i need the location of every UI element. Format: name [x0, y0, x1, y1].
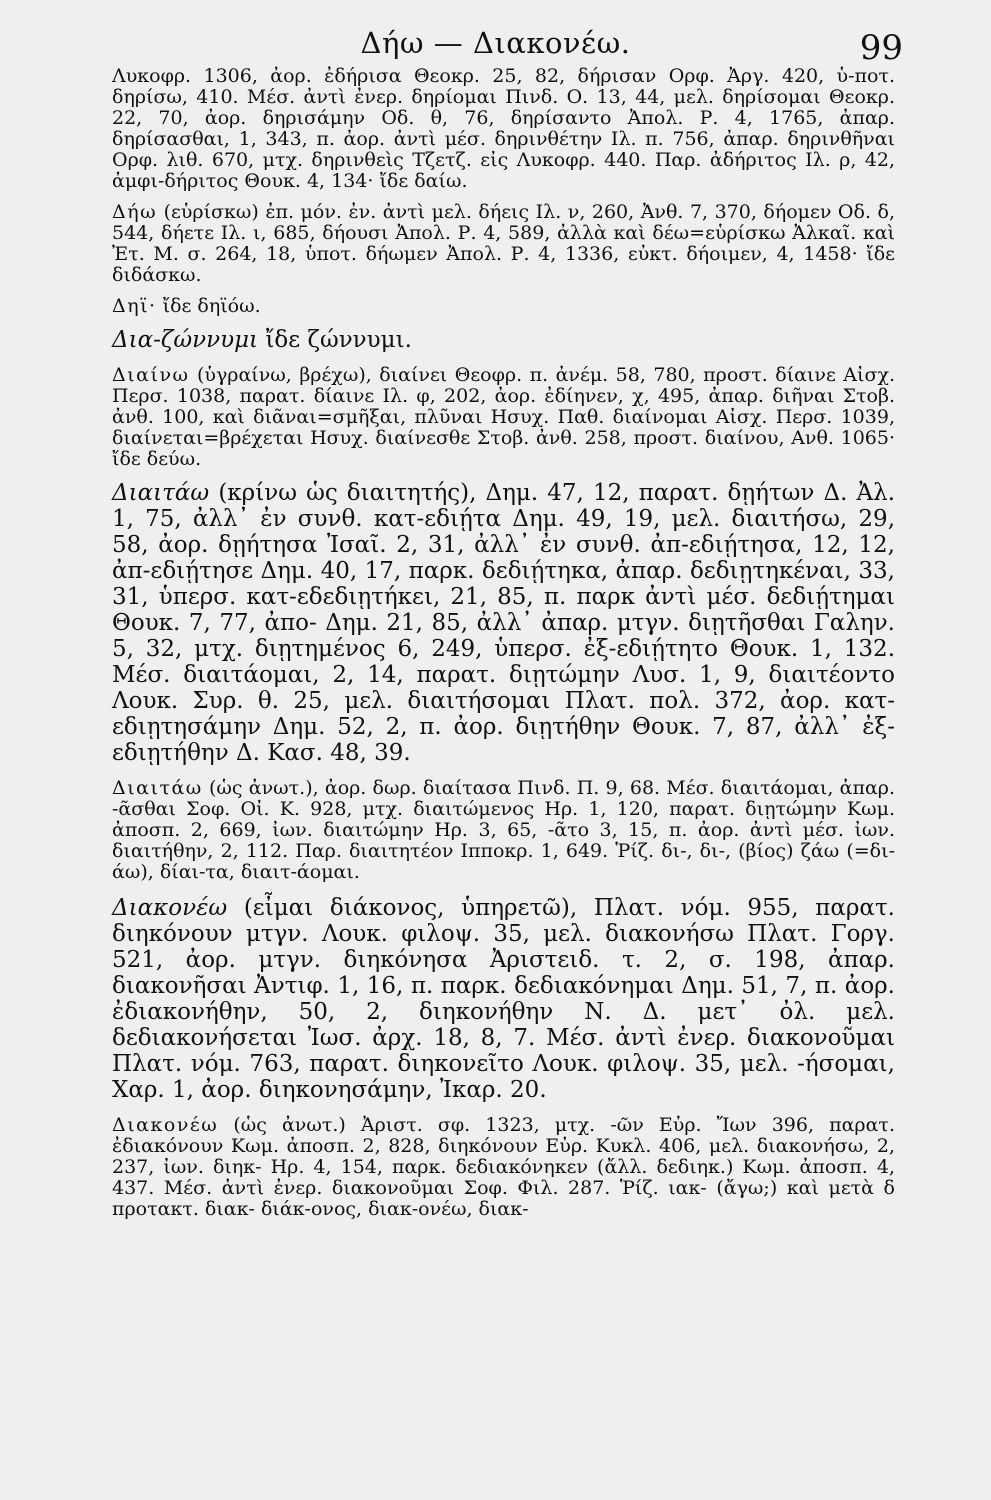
entry-text: (κρίνω ὡς διαιτητής), Δημ. 47, 12, παρατ. δῃήτων Δ. Ἀλ. 1, 75, ἀλλ᾽ ἐν συνθ. κατ-εδιῄτα Δημ. 49, 19, μελ. διαιτήσω, 29, 58, ἀορ. δῃήτησα Ἰσαῖ. 2, 31, ἀλλ᾽ ἐν συνθ. ἀπ-εδιῄτησα, 12, 12, ἀπ-εδιῄτησε Δημ. 40, 17, παρκ. δεδιῄτηκα, ἀπαρ. δεδιῃτηκέναι, 33, 31, ὑπερσ. κατ-εδεδιῃτήκει, 21, 85, π. παρκ ἀντὶ μέσ. δεδιῄτημαι Θουκ. 7, 77, ἀπο- Δημ. 21, 85, ἀλλ᾽ ἀπαρ. μτγν. διῃτῆσθαι Γαλην. 5, 32, μτχ. διῃτημένος 6, 249, ὑπερσ. ἐξ-εδιῄτητο Θουκ. 1, 132. Μέσ. διαιτάομαι, 2, 14, παρατ. διῃτώμην Λυσ. 1, 9, διαιτέοντο Λουκ. Συρ. θ. 25, μελ. διαιτήσομαι Πλατ. πολ. 372, ἀορ. κατ-εδιῃτησάμην Δημ. 52, 2, π. ἀορ. διῃτήθην Θουκ. 7, 87, ἀλλ᾽ ἐξ-εδιῃτήθην Δ. Κασ. 48, 39. [112, 480, 896, 766]
entry-headword: Διαιτάω [112, 480, 210, 506]
page-body [112, 66, 895, 1230]
entry-text: (ὡς ἀνωτ.) Ἀριστ. σφ. 1323, μτχ. -ῶν Εὐρ. Ἴων 396, παρατ. ἐδιακόνουν Κωμ. ἀποσπ. 2, 828, διηκόνουν Εὐρ. Κυκλ. 406, μελ. διακονήσω, 2, 237, ἰων. διηκ- Ηρ. 4, 154, παρκ. δεδιακόνηκεν (ἄλλ. δεδιηκ.) Κωμ. ἀποσπ. 4, 437. Μέσ. ἀντὶ ἐνερ. διακονοῦμαι Σοφ. Φιλ. 287. Ῥίζ. ιακ- (ἄγω;) καὶ μετὰ δ προτακτ. διακ- διάκ-ονος, διακ-ονέω, διακ- [112, 1114, 895, 1220]
entry-diakoneo-dialect [112, 1115, 895, 1220]
entry-headword: Δήω [112, 201, 158, 223]
entry-text: Λυκοφρ. 1306, ἀορ. ἐδήρισα Θεοκρ. 25, 82, δήρισαν Ορφ. Ἀργ. 420, ὑ-ποτ. δηρίσω, 410. Μέσ. ἀντὶ ἐνερ. δηρίομαι Πινδ. Ο. 13, 44, μελ. δηρίσομαι Θεοκρ. 22, 70, ἀορ. δηρισάμην Οδ. θ, 76, δηρίσαντο Ἀπολ. Ρ. 4, 1765, ἀπαρ. δηρίσασθαι, 1, 343, π. ἀορ. ἀντὶ μέσ. δηρινθέτην Ιλ. π. 756, ἀπαρ. δηρινθῆναι Ορφ. λιθ. 670, μτχ. δηρινθεὶς Τζετζ. εἰς Λυκοφρ. 440. Παρ. ἀδήριτος Ιλ. ρ, 42, ἀμφι-δήριτος Θουκ. 4, 134· ἴδε δαίω. [112, 65, 895, 192]
entry-text: ἴδε δηϊόω. [162, 295, 261, 317]
page-number: 99 [859, 28, 903, 68]
entry-headword: Διακονέω [112, 895, 228, 921]
page-header [0, 18, 991, 68]
entry-headword: Δια-ζώννυμι [112, 327, 259, 353]
entry-headword: Διαιτάω [112, 777, 203, 799]
entry-dēō [112, 202, 895, 286]
entry-headword: Διαίνω [112, 364, 190, 386]
entry-dēi [112, 296, 895, 317]
entry-headword: Δηϊ· [112, 295, 157, 317]
entry-text: (εὑρίσκω) ἐπ. μόν. ἐν. ἀντὶ μελ. δήεις Ιλ. ν, 260, Ἀνθ. 7, 370, δήομεν Οδ. δ, 544, δήετε Ιλ. ι, 685, δήουσι Ἀπολ. Ρ. 4, 589, ἀλλὰ καὶ δέω=εὑρίσκω Ἀλκαῖ. καὶ Ἐτ. Μ. σ. 264, 18, ὑποτ. δήωμεν Ἀπολ. Ρ. 4, 1336, εὐκτ. δήοιμεν, 4, 1458· ἴδε διδάσκω. [112, 201, 895, 286]
entry-text: (ὡς ἀνωτ.), ἀορ. δωρ. διαίτασα Πινδ. Π. 9, 68. Μέσ. διαιτάομαι, ἀπαρ. -ᾶσθαι Σοφ. Οἰ. Κ. 928, μτχ. διαιτώμενος Ηρ. 1, 120, παρατ. διῃτώμην Κωμ. ἀποσπ. 2, 669, ἰων. διαιτώμην Ηρ. 3, 65, -ᾶτο 3, 15, π. ἀορ. ἀντὶ μέσ. ἰων. διαιτήθην, 2, 112. Παρ. διαιτητέον Ιπποκρ. 1, 649. Ῥίζ. δι-, δι-, (βίος) ζάω (=δι-άω), δίαι-τα, διαιτ-άομαι. [112, 777, 895, 883]
entry-text: (ὑγραίνω, βρέχω), διαίνει Θεοφρ. π. ἀνέμ. 58, 780, προστ. δίαινε Αἰσχ. Περσ. 1038, παρατ. δίαινε Ιλ. φ, 202, ἀορ. ἐδίηνεν, χ, 495, ἀπαρ. διῆναι Στοβ. ἀνθ. 100, καὶ διᾶναι=σμῆξαι, πλῦναι Ησυχ. Παθ. διαίνομαι Αἰσχ. Περσ. 1039, διαίνεται=βρέχεται Ησυχ. διαίνεσθε Στοβ. ἀνθ. 258, προστ. διαίνου, Ανθ. 1065· ἴδε δεύω. [112, 364, 895, 470]
entry-diaino [112, 365, 895, 470]
entry-diaitao-dialect [112, 778, 895, 883]
running-head: Δήω — Διακονέω. [360, 26, 631, 60]
entry-diaitao [112, 480, 895, 766]
entry-diakoneo [112, 895, 895, 1103]
entry-text: (εἶμαι διάκονος, ὑπηρετῶ), Πλατ. νόμ. 955, παρατ. διηκόνουν μτγν. Λουκ. φιλοψ. 35, μελ. διακονήσω Πλατ. Γοργ. 521, ἀορ. μτγν. διηκόνησα Ἀριστειδ. τ. 2, σ. 198, ἀπαρ. διακονῆσαι Ἀντιφ. 1, 16, π. παρκ. δεδιακόνημαι Δημ. 51, 7, π. ἀορ. ἐδιακονήθην, 50, 2, διηκονήθην Ν. Δ. μετ᾽ ὀλ. μελ. δεδιακονήσεται Ἰωσ. ἀρχ. 18, 8, 7. Μέσ. ἀντὶ ἐνερ. διακονοῦμαι Πλατ. νόμ. 763, παρατ. διηκονεῖτο Λουκ. φιλοψ. 35, μελ. -ήσομαι, Χαρ. 1, ἀορ. διηκονησάμην, Ἰκαρ. 20. [112, 895, 895, 1103]
entry-dia-zonnymi [112, 327, 895, 353]
entry-headword: Διακονέω [112, 1114, 219, 1136]
entry-text: ἴδε ζώννυμι. [265, 327, 412, 353]
entry-continuation [112, 66, 895, 192]
